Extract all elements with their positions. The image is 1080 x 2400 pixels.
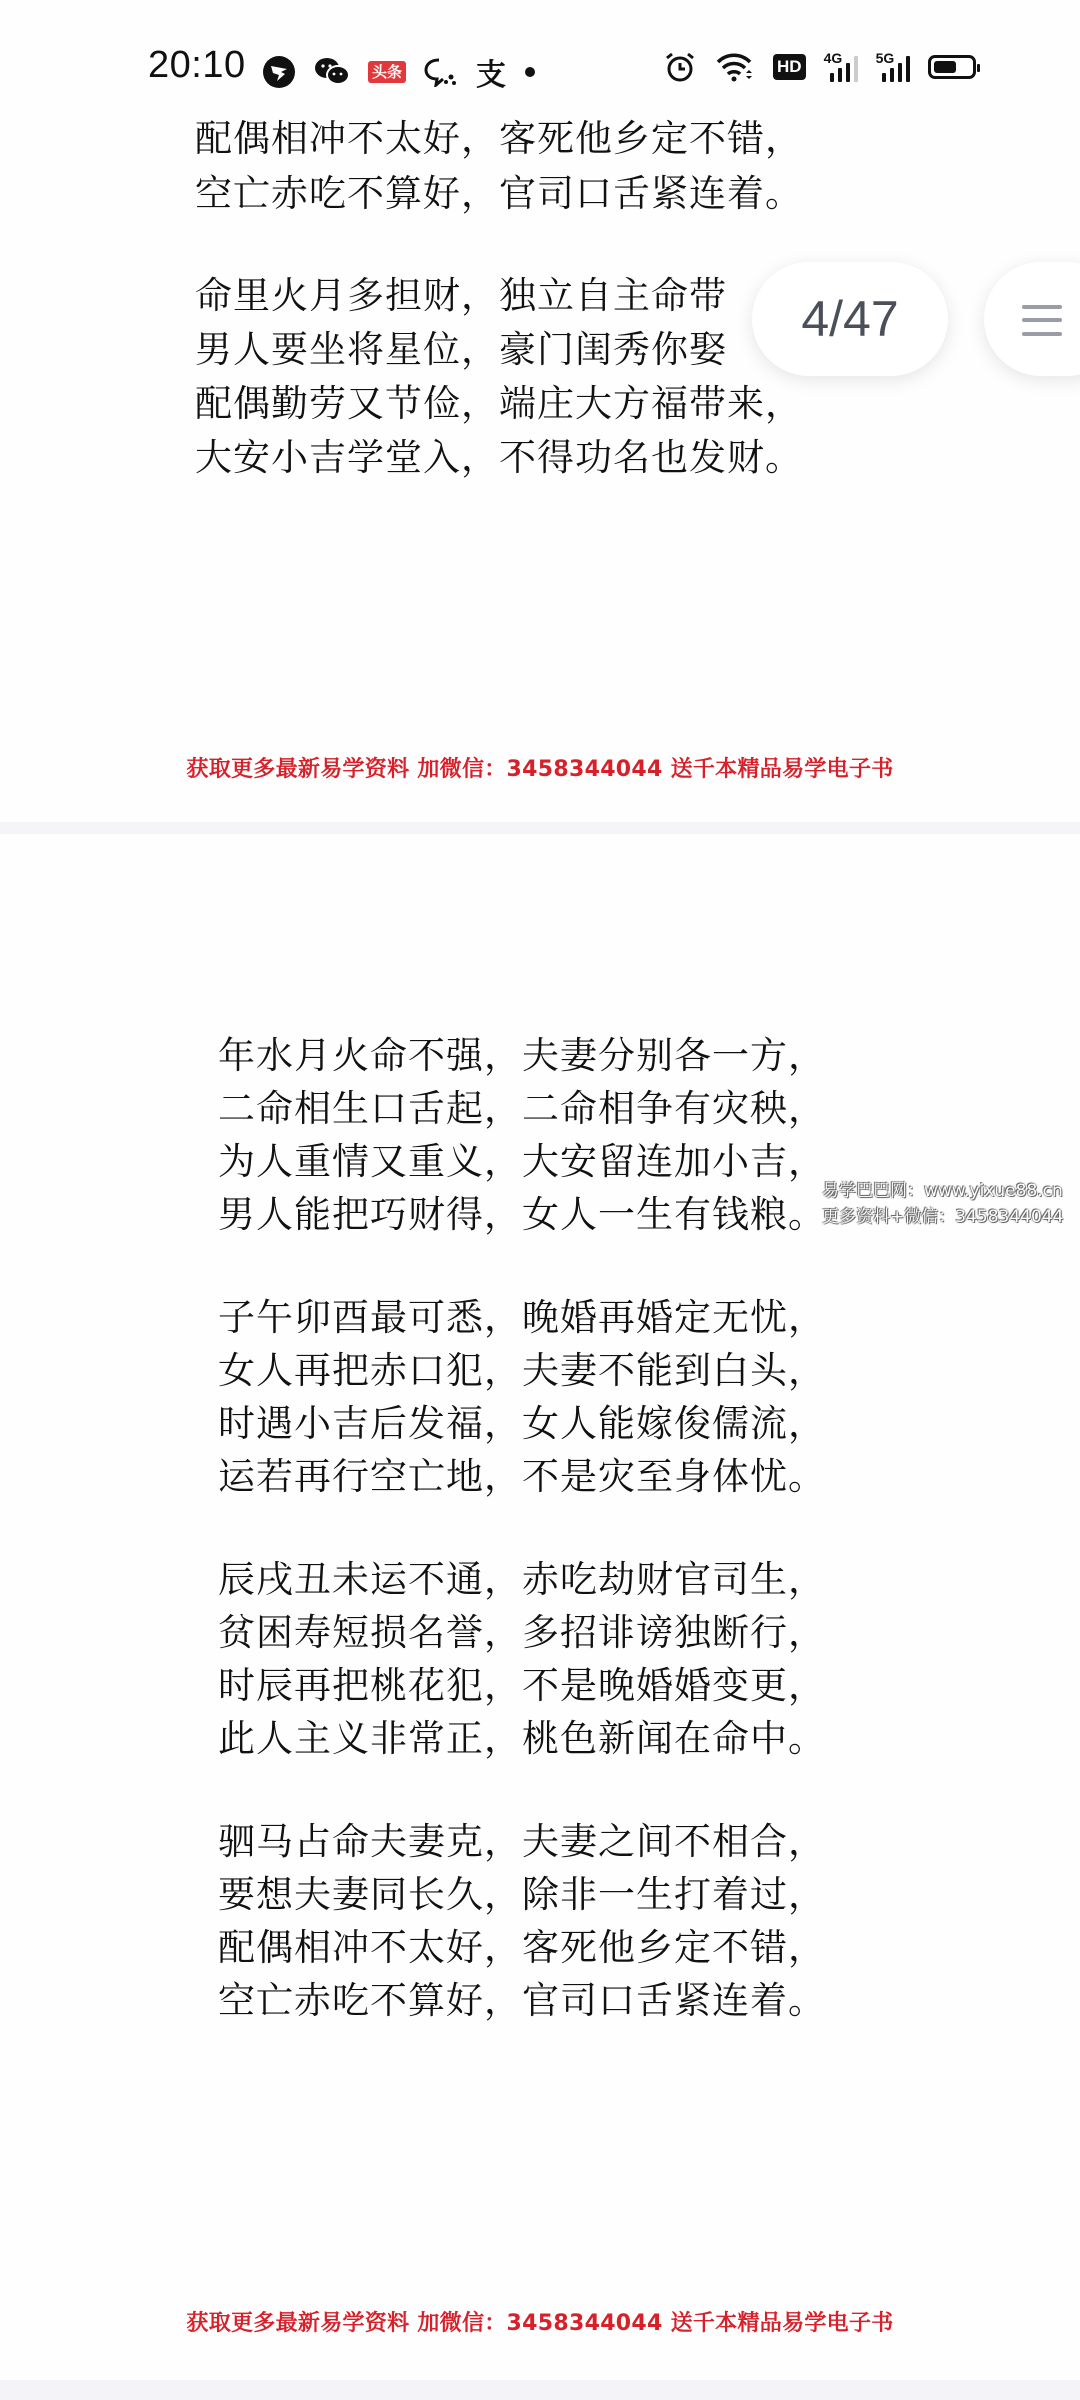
poem-line: 辰戌丑未运不通，赤吃劫财官司生，: [218, 1558, 826, 1601]
notification-icons: [262, 50, 536, 94]
poem-line: 配偶相冲不太好，客死他乡定不错，: [218, 1926, 826, 1969]
poem-line: 驷马占命夫妻克，夫妻之间不相合，: [218, 1820, 826, 1863]
status-bar: [0, 0, 1080, 110]
system-icons: [663, 50, 976, 84]
poem-line: 年水月火命不强，夫妻分别各一方，: [218, 1034, 826, 1077]
page-divider: [0, 2380, 1080, 2400]
signal-5g-icon: [876, 52, 910, 82]
page-indicator[interactable]: [752, 262, 948, 376]
promo-footer: 获取更多最新易学资料 加微信：3458344044 送千本精品易学电子书: [186, 2311, 894, 2336]
poem-line: 要想夫妻同长久，除非一生打着过，: [218, 1873, 826, 1916]
poem-line: 二命相生口舌起，二命相争有灾秧，: [218, 1087, 826, 1130]
poem-line: 命里火月多担财，独立自主命带: [195, 274, 727, 317]
dot-icon: [524, 66, 536, 78]
network-type-label: 5G: [875, 50, 895, 66]
poem-line: 大安小吉学堂入，不得功名也发财。: [195, 436, 803, 479]
poem-line: 男人能把巧财得，女人一生有钱粮。: [218, 1193, 826, 1236]
document-page-current: [0, 0, 1080, 822]
alarm-icon: [663, 50, 697, 84]
alipay-icon: 支: [476, 58, 507, 93]
watermark-line: 更多资料+微信：3458344044: [822, 1207, 1064, 1227]
poem-line: 女人再把赤口犯，夫妻不能到白头，: [218, 1349, 826, 1392]
network-type-label: 4G: [823, 50, 843, 66]
qq-chat-icon: [424, 57, 458, 87]
poem-line: 空亡赤吃不算好，官司口舌紧连着。: [195, 172, 803, 215]
poem-line: 配偶勤劳又节俭，端庄大方福带来，: [195, 382, 803, 425]
poem-line: 子午卯酉最可悉，晚婚再婚定无忧，: [218, 1296, 826, 1339]
poem-line: 时遇小吉后发福，女人能嫁俊儒流，: [218, 1402, 826, 1445]
poem-line: 空亡赤吃不算好，官司口舌紧连着。: [218, 1979, 826, 2022]
poem-line: 时辰再把桃花犯，不是晚婚婚变更，: [218, 1664, 826, 1707]
page-indicator-label: 4/47: [801, 291, 899, 347]
poem-line: 为人重情又重义，大安留连加小吉，: [218, 1140, 826, 1183]
poem-line: 运若再行空亡地，不是灾至身体忧。: [218, 1455, 826, 1498]
dingtalk-icon: [262, 55, 296, 89]
hd-icon: HD: [773, 54, 806, 80]
battery-icon: [928, 55, 976, 79]
wechat-icon: [314, 57, 350, 87]
toutiao-icon: 头条: [368, 61, 406, 83]
poem-line: 此人主义非常正，桃色新闻在命中。: [218, 1717, 826, 1760]
promo-footer: 获取更多最新易学资料 加微信：3458344044 送千本精品易学电子书: [186, 757, 894, 782]
clock: 20:10: [148, 44, 246, 86]
poem-line: 配偶相冲不太好，客死他乡定不错，: [195, 117, 803, 160]
watermark-line: 易学巴巴网：www.yixue88.cn: [822, 1181, 1063, 1201]
wifi-icon: [715, 51, 755, 83]
poem-line: 贫困寿短损名誉，多招诽谤独断行，: [218, 1611, 826, 1654]
signal-4g-icon: [824, 52, 858, 82]
poem-line: 男人要坐将星位，豪门闺秀你娶: [195, 328, 727, 371]
page-divider: [0, 822, 1080, 834]
